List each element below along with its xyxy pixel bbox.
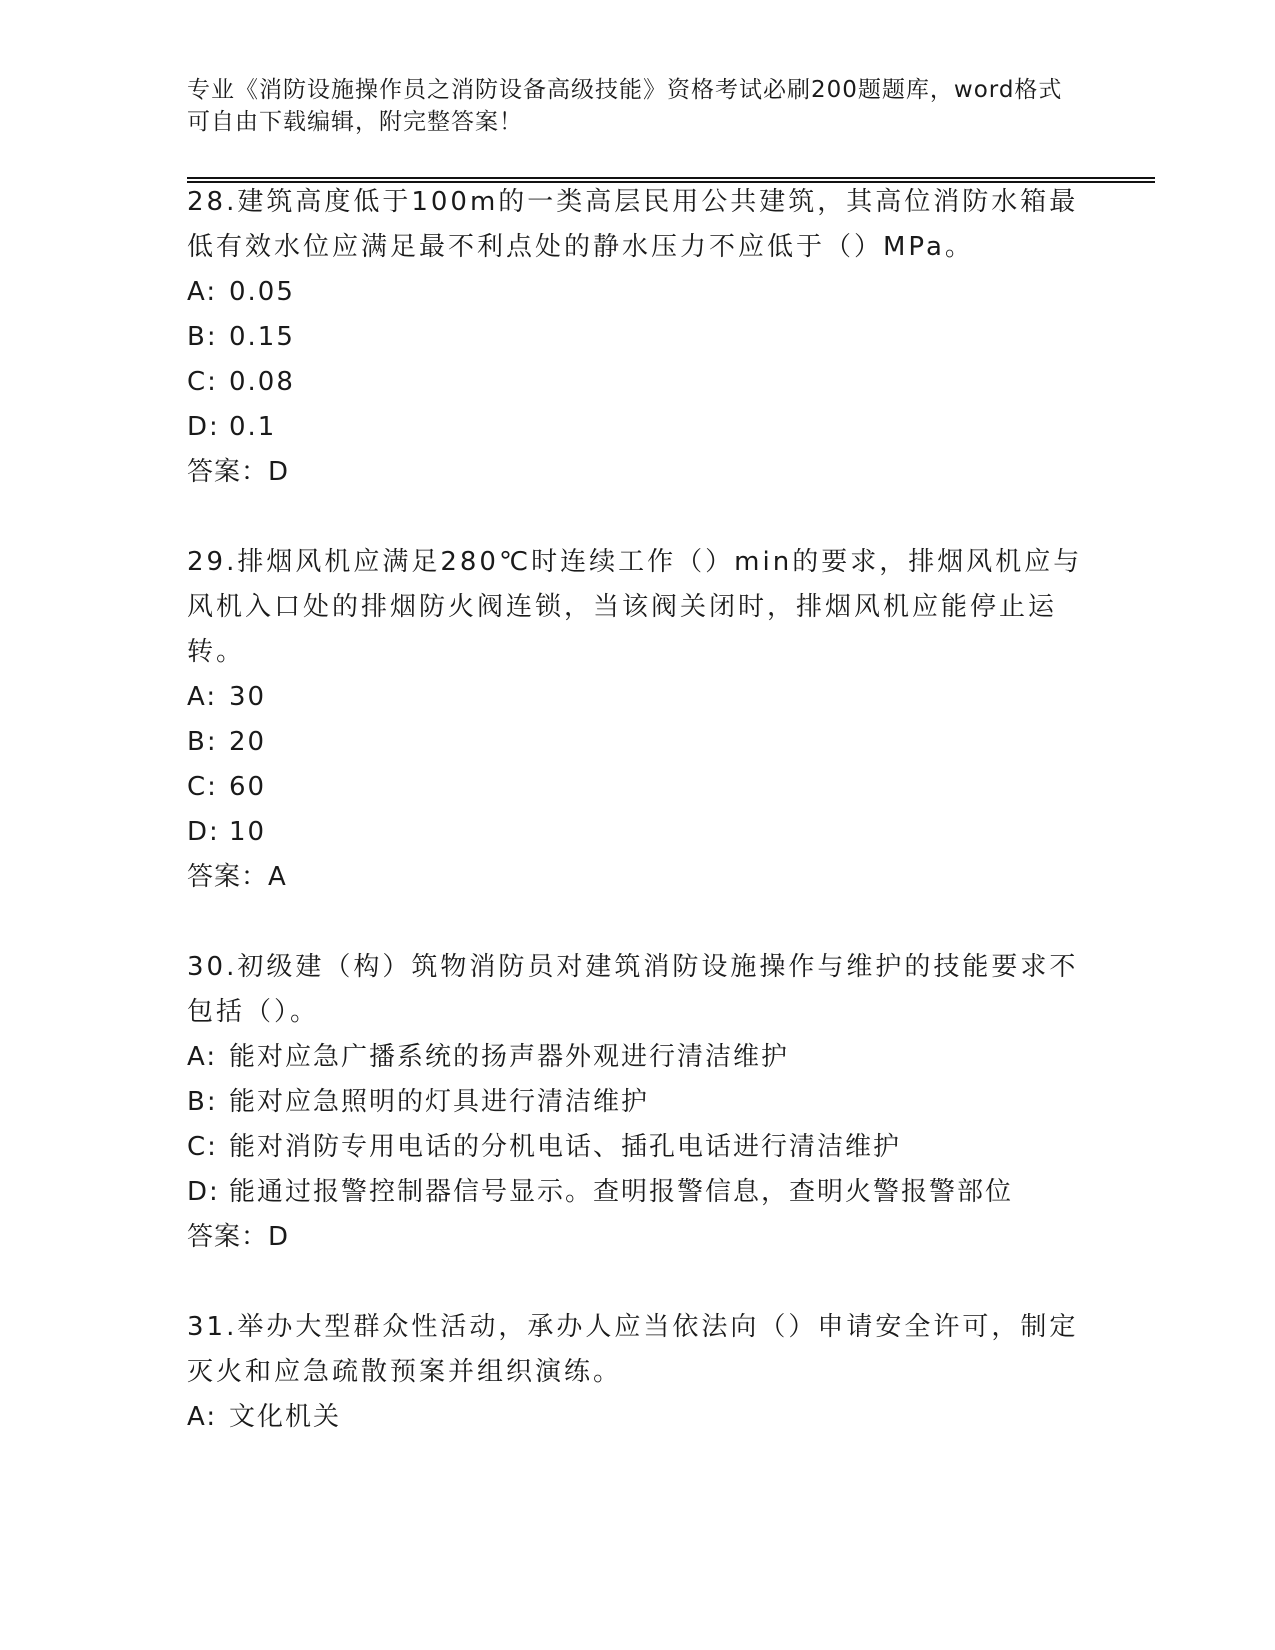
option-text: 文化机关 [229, 1402, 342, 1432]
option-key: A: [187, 1042, 218, 1072]
option-key: B: [187, 727, 218, 757]
option-b [187, 1080, 1087, 1125]
option-text: 0.05 [229, 277, 295, 307]
document-header: 专业《消防设施操作员之消防设备高级技能》资格考试必刷200题题库，word格式可自由下载编辑，附完整答案！ [187, 77, 1063, 135]
option-d [187, 405, 1087, 450]
question-stem: 30.初级建（构）筑物消防员对建筑消防设施操作与维护的技能要求不包括（）。 [187, 952, 1079, 1027]
answer-line: 答案：A [187, 862, 287, 892]
option-b [187, 315, 1087, 360]
option-key: A: [187, 277, 218, 307]
question-stem: 31.举办大型群众性活动，承办人应当依法向（）申请安全许可，制定灭火和应急疏散预案并组织演练。 [187, 1312, 1079, 1387]
option-key: B: [187, 322, 218, 352]
question-stem: 28.建筑高度低于100m的一类高层民用公共建筑，其高位消防水箱最低有效水位应满足最不利点处的静水压力不应低于（）MPa。 [187, 187, 1079, 262]
option-key: D: [187, 412, 220, 442]
option-key: A: [187, 682, 218, 712]
option-text: 能对消防专用电话的分机电话、插孔电话进行清洁维护 [229, 1132, 902, 1162]
option-key: C: [187, 1132, 218, 1162]
option-key: A: [187, 1402, 218, 1432]
option-d [187, 810, 1087, 855]
question-29 [187, 540, 1087, 900]
option-text: 0.1 [229, 412, 277, 442]
option-d [187, 1170, 1087, 1215]
option-text: 60 [229, 772, 267, 802]
option-a [187, 1035, 1087, 1080]
option-text: 能对应急照明的灯具进行清洁维护 [229, 1087, 650, 1117]
option-c [187, 360, 1087, 405]
option-a [187, 1395, 1087, 1440]
option-c [187, 1125, 1087, 1170]
answer-line: 答案：D [187, 1222, 290, 1252]
option-text: 10 [229, 817, 267, 847]
option-b [187, 720, 1087, 765]
answer-line: 答案：D [187, 457, 290, 487]
question-stem: 29.排烟风机应满足280℃时连续工作（）min的要求，排烟风机应与风机入口处的排烟防火阀连锁，当该阀关闭时，排烟风机应能停止运转。 [187, 547, 1083, 667]
option-text: 能对应急广播系统的扬声器外观进行清洁维护 [229, 1042, 790, 1072]
option-key: C: [187, 772, 218, 802]
option-text: 0.15 [229, 322, 295, 352]
option-key: B: [187, 1087, 218, 1117]
option-text: 30 [229, 682, 267, 712]
option-text: 20 [229, 727, 267, 757]
option-a [187, 270, 1087, 315]
option-text: 能通过报警控制器信号显示。查明报警信息，查明火警报警部位 [229, 1177, 1014, 1207]
question-31 [187, 1305, 1087, 1440]
option-key: D: [187, 1177, 220, 1207]
option-key: D: [187, 817, 220, 847]
option-c [187, 765, 1087, 810]
question-30 [187, 945, 1087, 1260]
option-key: C: [187, 367, 218, 397]
option-a [187, 675, 1087, 720]
question-28 [187, 180, 1087, 495]
option-text: 0.08 [229, 367, 295, 397]
